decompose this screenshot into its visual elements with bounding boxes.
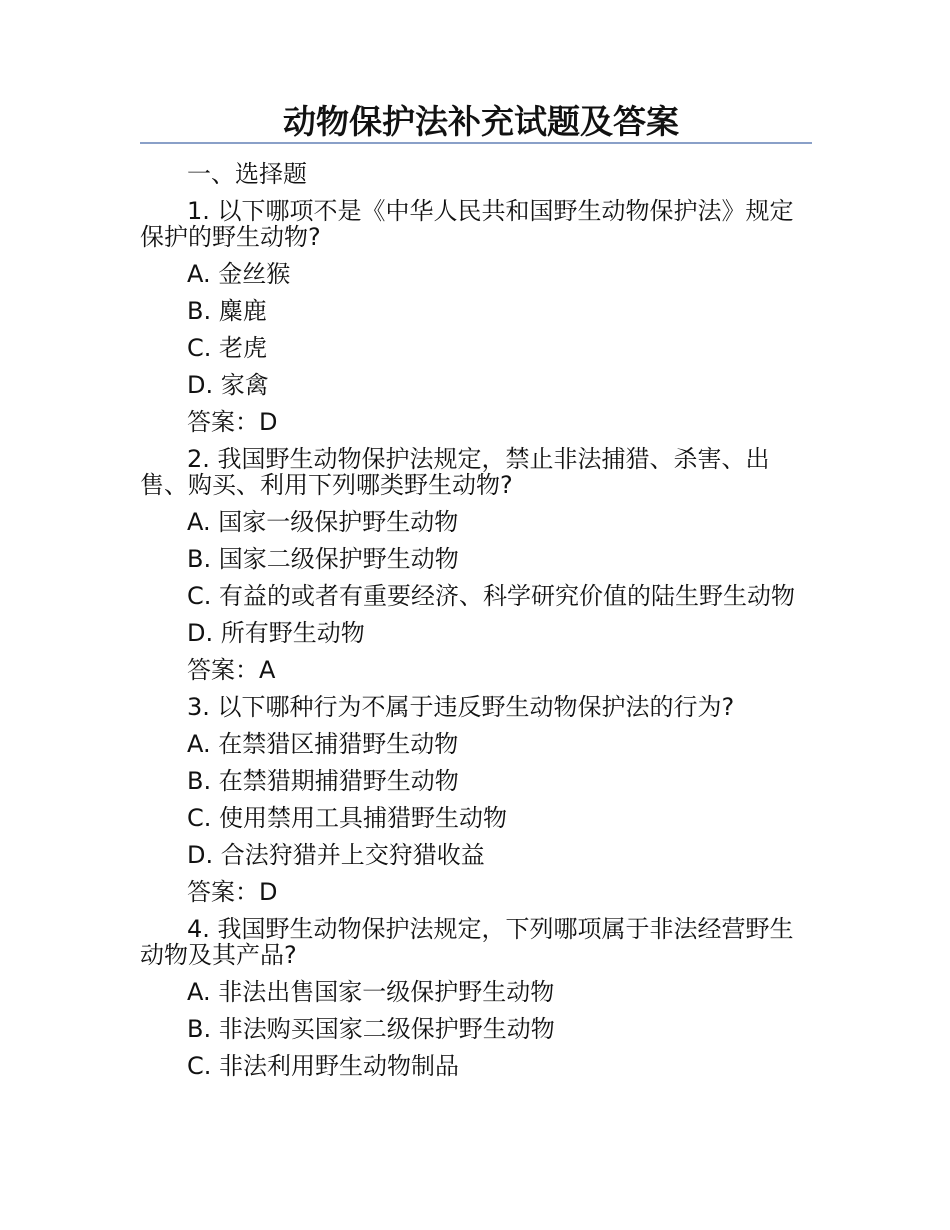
option-c: C. 老虎 (187, 334, 268, 362)
question-text: 4. 我国野生动物保护法规定，下列哪项属于非法经营野生动物及其产品? (140, 915, 794, 969)
answer: 答案：D (187, 878, 278, 906)
option-d: D. 合法狩猎并上交狩猎收益 (187, 841, 485, 869)
option-c: C. 有益的或者有重要经济、科学研究价值的陆生野生动物 (187, 582, 796, 610)
question-text: 3. 以下哪种行为不属于违反野生动物保护法的行为? (187, 693, 735, 721)
option-d: D. 家禽 (187, 371, 269, 399)
option-b: B. 国家二级保护野生动物 (187, 545, 459, 573)
answer: 答案：A (187, 656, 276, 684)
section-heading: 一、选择题 (187, 160, 307, 188)
option-b: B. 非法购买国家二级保护野生动物 (187, 1015, 555, 1043)
option-b: B. 麋鹿 (187, 297, 267, 325)
answer: 答案：D (187, 408, 278, 436)
option-d: D. 所有野生动物 (187, 619, 365, 647)
option-a: A. 在禁猎区捕猎野生动物 (187, 730, 459, 758)
option-b: B. 在禁猎期捕猎野生动物 (187, 767, 459, 795)
option-a: A. 非法出售国家一级保护野生动物 (187, 978, 555, 1006)
question-text: 1. 以下哪项不是《中华人民共和国野生动物保护法》规定保护的野生动物? (140, 197, 794, 251)
option-c: C. 非法利用野生动物制品 (187, 1052, 460, 1080)
option-a: A. 金丝猴 (187, 260, 291, 288)
document-page (140, 100, 812, 1085)
option-c: C. 使用禁用工具捕猎野生动物 (187, 804, 508, 832)
page-title: 动物保护法补充试题及答案 (140, 100, 812, 144)
option-a: A. 国家一级保护野生动物 (187, 508, 459, 536)
question-text: 2. 我国野生动物保护法规定，禁止非法捕猎、杀害、出售、购买、利用下列哪类野生动物? (140, 445, 770, 499)
document-content (140, 156, 812, 1085)
